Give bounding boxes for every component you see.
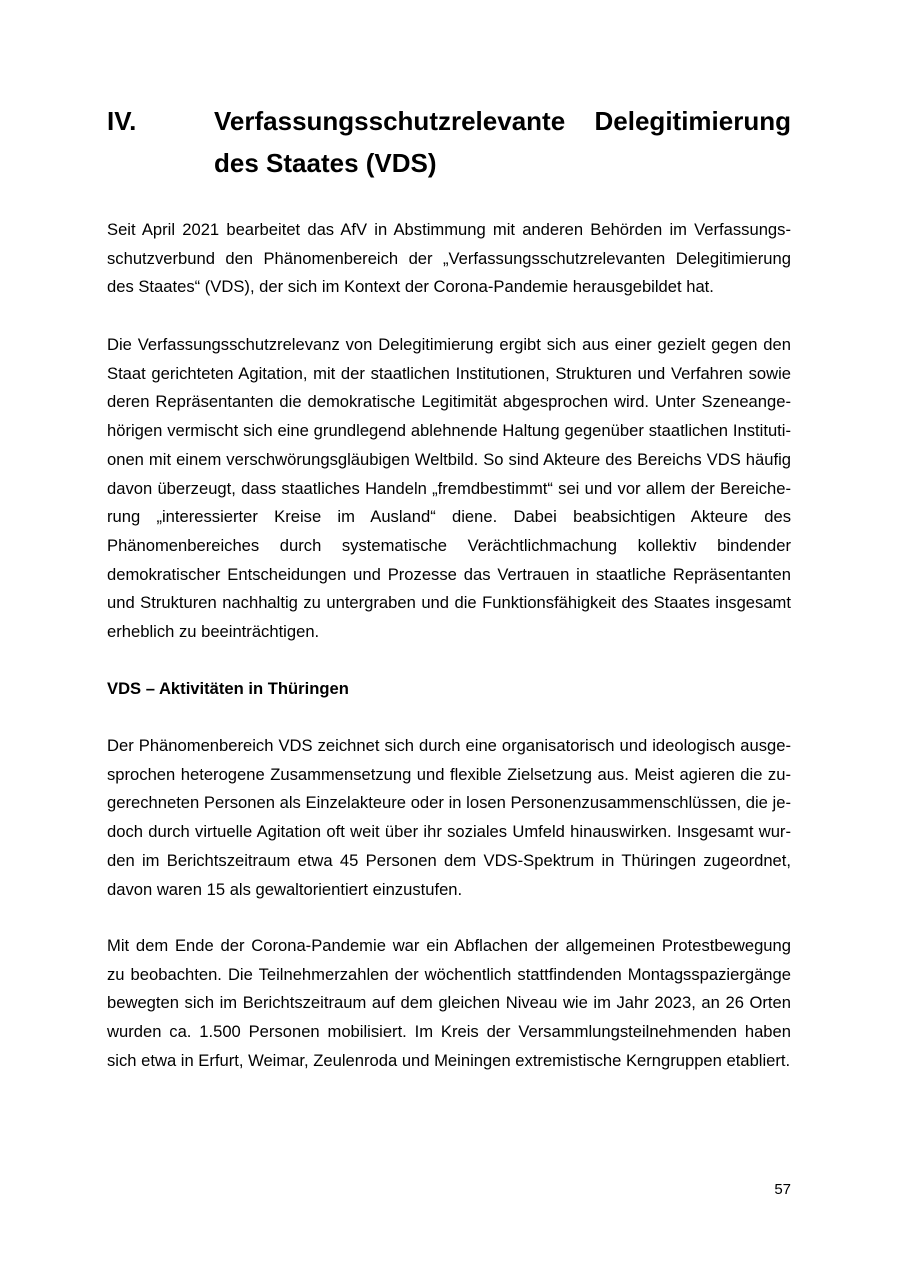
chapter-title: Verfassungsschutzrelevante Delegitimierung des Staates (VDS) — [214, 106, 791, 178]
intro-paragraph: Seit April 2021 bearbeitet das AfV in Abstimmung mit anderen Behörden im Verfassungsschutzverbund den Phänomenbereich der „Verfassungsschutzrelevanten Delegitimierung des Staates“ (VDS), der sich im Kontext der Corona-Pandemie herausgebildet hat. — [107, 220, 791, 297]
section-heading: VDS – Aktivitäten in Thüringen — [107, 679, 349, 698]
section-paragraph: Der Phänomenbereich VDS zeichnet sich durch eine organisatorisch und ideologisch ausgesprochen heterogene Zusammensetzung und flexible Zielsetzung aus. Meist agieren die zugerechneten Personen als Einzelakteure oder in losen Personenzusammenschlüssen, die jedoch durch virtuelle Agitation oft weit über ihr soziales Umfeld hinauswirken. Insgesamt wurden im Berichtszeitraum etwa 45 Personen dem VDS-Spektrum in Thüringen zugeordnet, davon waren 15 als gewaltorientiert einzustufen. — [107, 736, 791, 899]
section-paragraph: Mit dem Ende der Corona-Pandemie war ein Abflachen der allgemeinen Protestbewegung zu beobachten. Die Teilnehmerzahlen der wöchentlich stattfindenden Montagsspaziergänge bewegten sich im Berichtszeitraum auf dem gleichen Niveau wie im Jahr 2023, an 26 Orten wurden ca. 1.500 Personen mobilisiert. Im Kreis der Versammlungsteilnehmenden haben sich etwa in Erfurt, Weimar, Zeulenroda und Meiningen extremistische Kerngruppen etabliert. — [107, 936, 791, 1070]
definition-paragraph: Die Verfassungsschutzrelevanz von Delegitimierung ergibt sich aus einer gezielt gegen den Staat gerichteten Agitation, mit der staatlichen Institutionen, Strukturen und Verfahren sowie deren Repräsentanten die demokratische Legitimität abgesprochen wird. Unter Szeneangehörigen vermischt sich eine grundlegend ablehnende Haltung gegenüber staatlichen Institutionen mit einem verschwörungsgläubigen Weltbild. So sind Akteure des Bereichs VDS häufig davon überzeugt, dass staatliches Handeln „fremdbestimmt“ sei und vor allem der Bereicherung „interessierter Kreise im Ausland“ diene. Dabei beabsichtigen Akteure des Phänomenbereiches durch systematische Verächtlichmachung kollektiv bindender demokratischer Entscheidungen und Prozesse das Vertrauen in staatliche Repräsentanten und Strukturen nachhaltig zu untergraben und die Funktionsfähigkeit des Staates insgesamt erheblich zu beeinträchtigen. — [107, 335, 791, 642]
page-number: 57 — [774, 1181, 791, 1198]
chapter-number: IV. — [107, 106, 137, 136]
